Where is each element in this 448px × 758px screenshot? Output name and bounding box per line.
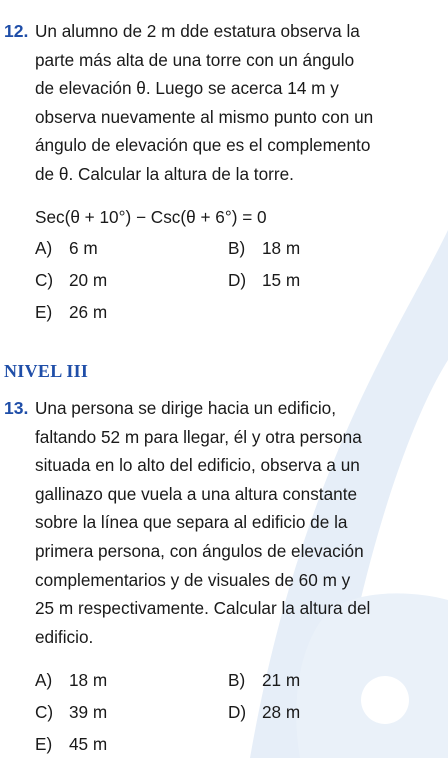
option-letter: D): [228, 270, 247, 290]
option-value: 20 m: [69, 270, 108, 290]
option-value: 6 m: [69, 238, 98, 258]
text-line: de θ. Calcular la altura de la torre.: [35, 163, 294, 184]
option-a[interactable]: [35, 666, 107, 694]
text-line: ángulo de elevación que es el complemento: [35, 135, 371, 156]
option-value: 26 m: [69, 302, 108, 322]
option-letter: E): [35, 302, 53, 322]
text-line: faltando 52 m para llegar, él y otra persona: [35, 426, 362, 447]
question-text: [35, 394, 419, 651]
equation: Sec(θ + 10°) − Csc(θ + 6°) = 0: [35, 207, 267, 227]
option-letter: C): [35, 702, 54, 722]
option-e[interactable]: [35, 730, 107, 758]
option-b[interactable]: [228, 666, 300, 694]
text-line: observa nuevamente al mismo punto con un: [35, 106, 374, 127]
option-letter: D): [228, 702, 247, 722]
text-line: Un alumno de 2 m dde estatura observa la: [35, 21, 360, 41]
text-line: parte más alta de una torre con un ángulo: [35, 49, 355, 70]
question-text: [35, 17, 419, 189]
option-letter: A): [35, 238, 53, 258]
option-letter: B): [228, 238, 246, 258]
option-value: 45 m: [69, 734, 108, 754]
text-line: Una persona se dirige hacia un edificio,: [35, 398, 336, 418]
text-line: de elevación θ. Luego se acerca 14 m y: [35, 78, 339, 99]
option-value: 15 m: [262, 270, 301, 290]
section-heading: NIVEL III: [4, 361, 89, 381]
option-letter: A): [35, 670, 53, 690]
option-value: 21 m: [262, 670, 301, 690]
text-line: primera persona, con ángulos de elevación: [35, 540, 364, 561]
option-d[interactable]: [228, 698, 300, 726]
option-c[interactable]: [35, 698, 107, 726]
text-line: sobre la línea que separa al edificio de la: [35, 512, 348, 533]
text-line: situada en lo alto del edificio, observa a un: [35, 455, 360, 476]
text-line: complementarios y de visuales de 60 m y: [35, 569, 351, 590]
question-number: 12.: [4, 21, 29, 41]
option-letter: C): [35, 270, 54, 290]
text-line: edificio.: [35, 626, 94, 647]
option-value: 39 m: [69, 702, 108, 722]
option-value: 18 m: [262, 238, 301, 258]
option-letter: E): [35, 734, 53, 754]
option-c[interactable]: [35, 266, 107, 294]
option-b[interactable]: [228, 234, 300, 262]
option-value: 28 m: [262, 702, 301, 722]
option-value: 18 m: [69, 670, 108, 690]
watermark-dot: [361, 676, 409, 724]
text-line: 25 m respectivamente. Calcular la altura del: [35, 598, 371, 619]
option-letter: B): [228, 670, 246, 690]
option-d[interactable]: [228, 266, 300, 294]
option-a[interactable]: [35, 234, 98, 262]
option-e[interactable]: [35, 298, 107, 326]
text-line: gallinazo que vuela a una altura constante: [35, 483, 358, 504]
question-number: 13.: [4, 398, 29, 418]
